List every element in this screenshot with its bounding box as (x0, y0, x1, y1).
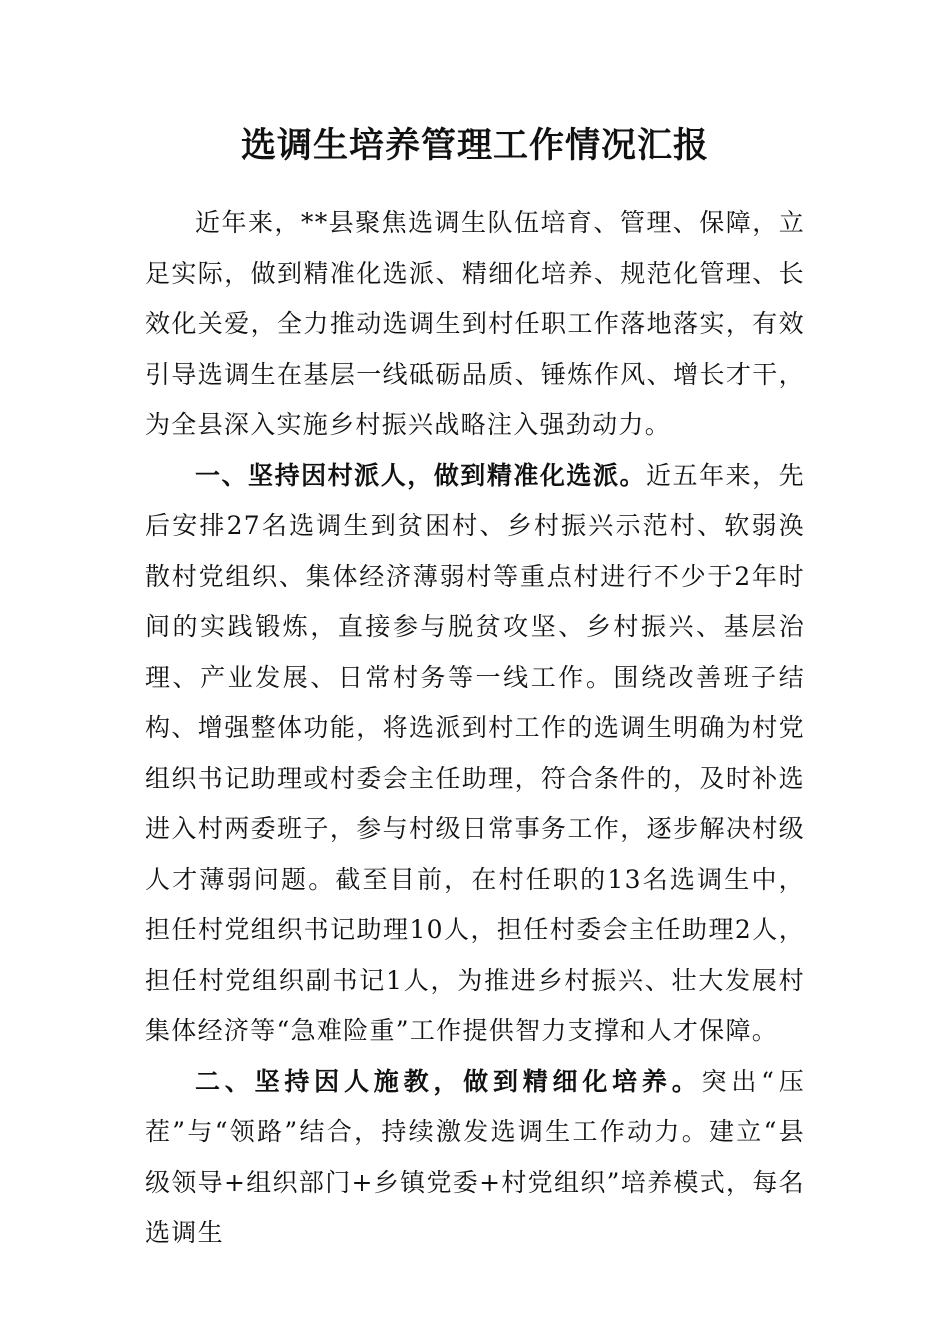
section-1-text: 近五年来，先后安排27名选调生到贫困村、乡村振兴示范村、软弱涣散村党组织、集体经济薄弱村等重点村进行不少于2年时间的实践锻炼，直接参与脱贫攻坚、乡村振兴、基层治理、产业发展、日常村务等一线工作。围绕改善班子结构、增强整体功能，将选派到村工作的选调生明确为村党组织书记助理或村委会主任助理，符合条件的，及时补选进入村两委班子，参与村级日常事务工作，逐步解决村级人才薄弱问题。截至目前，在村任职的13名选调生中，担任村党组织书记助理10人，担任村委会主任助理2人，担任村党组织副书记1人，为推进乡村振兴、壮大发展村集体经济等“急难险重”工作提供智力支撑和人才保障。 (145, 460, 805, 1045)
document-title: 选调生培养管理工作情况汇报 (240, 125, 709, 166)
section-1-paragraph (145, 451, 805, 1057)
section-2-heading: 二、坚持因人施教，做到精细化培养。 (195, 1066, 702, 1096)
section-2-text: 突出“压茬”与“领路”结合，持续激发选调生工作动力。建立“县级领导+组织部门+乡镇党委+村党组织”培养模式，每名选调生 (145, 1066, 805, 1247)
intro-paragraph: 近年来，**县聚焦选调生队伍培育、管理、保障，立足实际，做到精准化选派、精细化培养、规范化管理、长效化关爱，全力推动选调生到村任职工作落地落实，有效引导选调生在基层一线砥砺品质、锤炼作风、增长才干，为全县深入实施乡村振兴战略注入强劲动力。 (145, 208, 805, 439)
section-1-heading: 一、坚持因村派人，做到精准化选派。 (195, 460, 647, 490)
document-body (145, 198, 805, 1259)
section-2-paragraph (145, 1057, 805, 1259)
